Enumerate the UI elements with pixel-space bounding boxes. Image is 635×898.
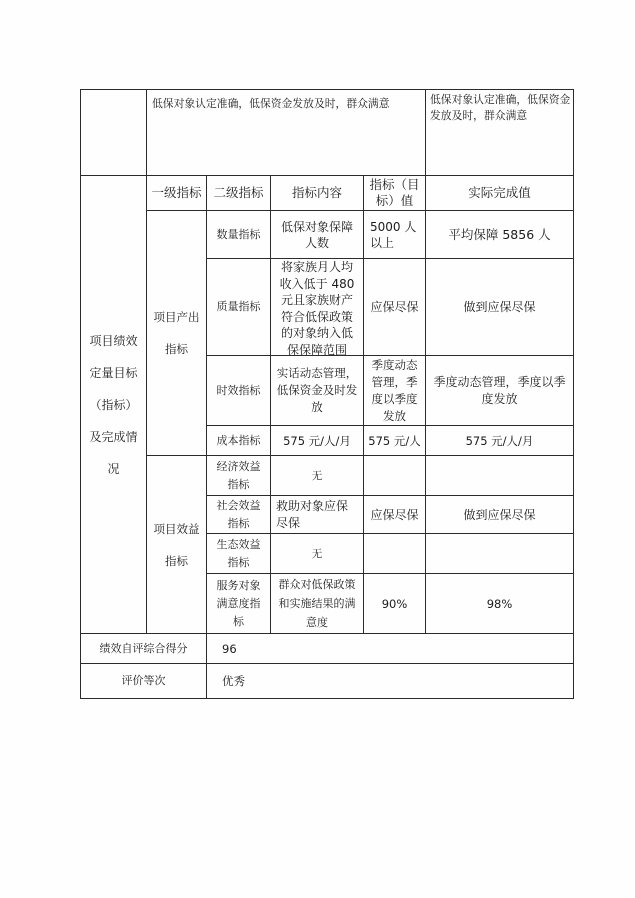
satisfaction-indicator-label (206, 573, 271, 634)
score-label-text: 绩效自评综合得分 (99, 641, 188, 655)
group-label-output-text: 项目产出指标 (153, 310, 200, 356)
satisfaction-actual-text: 98% (486, 596, 513, 611)
header-target (363, 175, 426, 211)
objective-actual-text: 低保对象认定准确，低保资金发放及时，群众满意 (430, 93, 571, 122)
header-target-text: 指标（目标）值 (369, 177, 420, 208)
timeliness-actual (425, 355, 574, 426)
quantity-target-text: 5000 人以上 (370, 219, 417, 250)
score-label-cell (80, 633, 207, 664)
group-label-benefit (146, 455, 207, 634)
grade-value-cell (206, 663, 574, 699)
quantity-actual (425, 210, 574, 259)
timeliness-target (363, 355, 426, 426)
economic-target (363, 455, 426, 496)
quantity-indicator-label (206, 210, 271, 259)
grade-label-text: 评价等次 (121, 674, 166, 687)
timeliness-indicator-label (206, 355, 271, 426)
score-value-cell (206, 633, 574, 664)
quantity-content-text: 低保对象保障人数 (280, 219, 353, 250)
ecological-content-text: 无 (311, 547, 323, 560)
quantity-content (270, 210, 364, 259)
header-actual (425, 175, 574, 211)
timeliness-indicator-text: 时效指标 (216, 383, 261, 397)
header-content-text: 指标内容 (291, 185, 342, 200)
quality-content (270, 258, 364, 356)
cost-content (270, 425, 364, 456)
header-actual-text: 实际完成值 (468, 185, 531, 200)
quality-target (363, 258, 426, 356)
timeliness-target-text: 季度动态管理，季度以季度发放 (371, 357, 418, 423)
objective-target-text: 低保对象认定准确，低保资金发放及时，群众满意 (152, 97, 390, 110)
quality-indicator-text: 质量指标 (216, 300, 261, 313)
quality-actual (425, 258, 574, 356)
satisfaction-content-text: 群众对低保政策和实施结果的满意度 (278, 578, 356, 629)
social-content (270, 495, 364, 534)
social-target-text: 应保尽保 (370, 507, 419, 522)
quantity-target (363, 210, 426, 259)
social-indicator-text: 社会效益指标 (216, 498, 261, 530)
quality-target-text: 应保尽保 (370, 300, 419, 314)
satisfaction-actual (425, 573, 574, 634)
timeliness-content-text: 实话动态管理，低保资金及时发放 (276, 366, 358, 414)
section-label-text: 项目绩效定量目标（指标）及完成情况 (89, 333, 138, 476)
quantity-indicator-text: 数量指标 (216, 227, 261, 241)
header-level1 (146, 175, 207, 211)
header-content (270, 175, 364, 211)
timeliness-content (270, 355, 364, 426)
cost-indicator-label (206, 425, 271, 456)
social-content-text: 救助对象应保尽保 (276, 498, 349, 530)
cost-actual-text: 575 元/人/月 (465, 433, 534, 448)
grade-value-text: 优秀 (222, 674, 245, 688)
economic-indicator-text: 经济效益指标 (216, 459, 261, 491)
social-indicator-label (206, 495, 271, 534)
timeliness-actual-text: 季度动态管理，季度以季度发放 (433, 374, 566, 406)
satisfaction-target (363, 573, 426, 634)
group-label-output (146, 210, 207, 456)
quality-content-text: 将家族月人均收入低于 480 元且家族财产符合低保政策的对象纳入低保保障范围 (279, 260, 355, 356)
cost-actual (425, 425, 574, 456)
objective-actual-cell (425, 89, 574, 176)
economic-indicator-label (206, 455, 271, 496)
ecological-content (270, 533, 364, 574)
social-actual (425, 495, 574, 534)
objective-target-cell (146, 89, 426, 176)
satisfaction-content (270, 573, 364, 634)
cost-content-text: 575 元/人/月 (283, 433, 351, 448)
economic-content (270, 455, 364, 496)
ecological-actual (425, 533, 574, 574)
header-level1-text: 一级指标 (151, 185, 202, 200)
quality-actual-text: 做到应保尽保 (463, 300, 536, 314)
social-actual-text: 做到应保尽保 (463, 507, 536, 522)
header-level2 (206, 175, 271, 211)
header-level2-text: 二级指标 (213, 185, 264, 200)
section-label-cell (80, 175, 147, 634)
cost-indicator-text: 成本指标 (216, 433, 261, 447)
economic-content-text: 无 (311, 469, 323, 482)
cost-target (363, 425, 426, 456)
ecological-target (363, 533, 426, 574)
quality-indicator-label (206, 258, 271, 356)
ecological-indicator-text: 生态效益指标 (216, 537, 261, 569)
economic-actual (425, 455, 574, 496)
grade-label-cell (80, 663, 207, 699)
blank-corner-cell (80, 89, 147, 176)
score-value-text: 96 (222, 641, 237, 656)
performance-evaluation-table (80, 89, 574, 699)
group-label-benefit-text: 项目效益指标 (153, 521, 200, 568)
satisfaction-target-text: 90% (381, 596, 408, 611)
social-target (363, 495, 426, 534)
satisfaction-indicator-text: 服务对象满意度指标 (216, 578, 261, 628)
quantity-actual-text: 平均保障 5856 人 (448, 226, 551, 242)
cost-target-text: 575 元/人 (368, 433, 421, 448)
ecological-indicator-label (206, 533, 271, 574)
